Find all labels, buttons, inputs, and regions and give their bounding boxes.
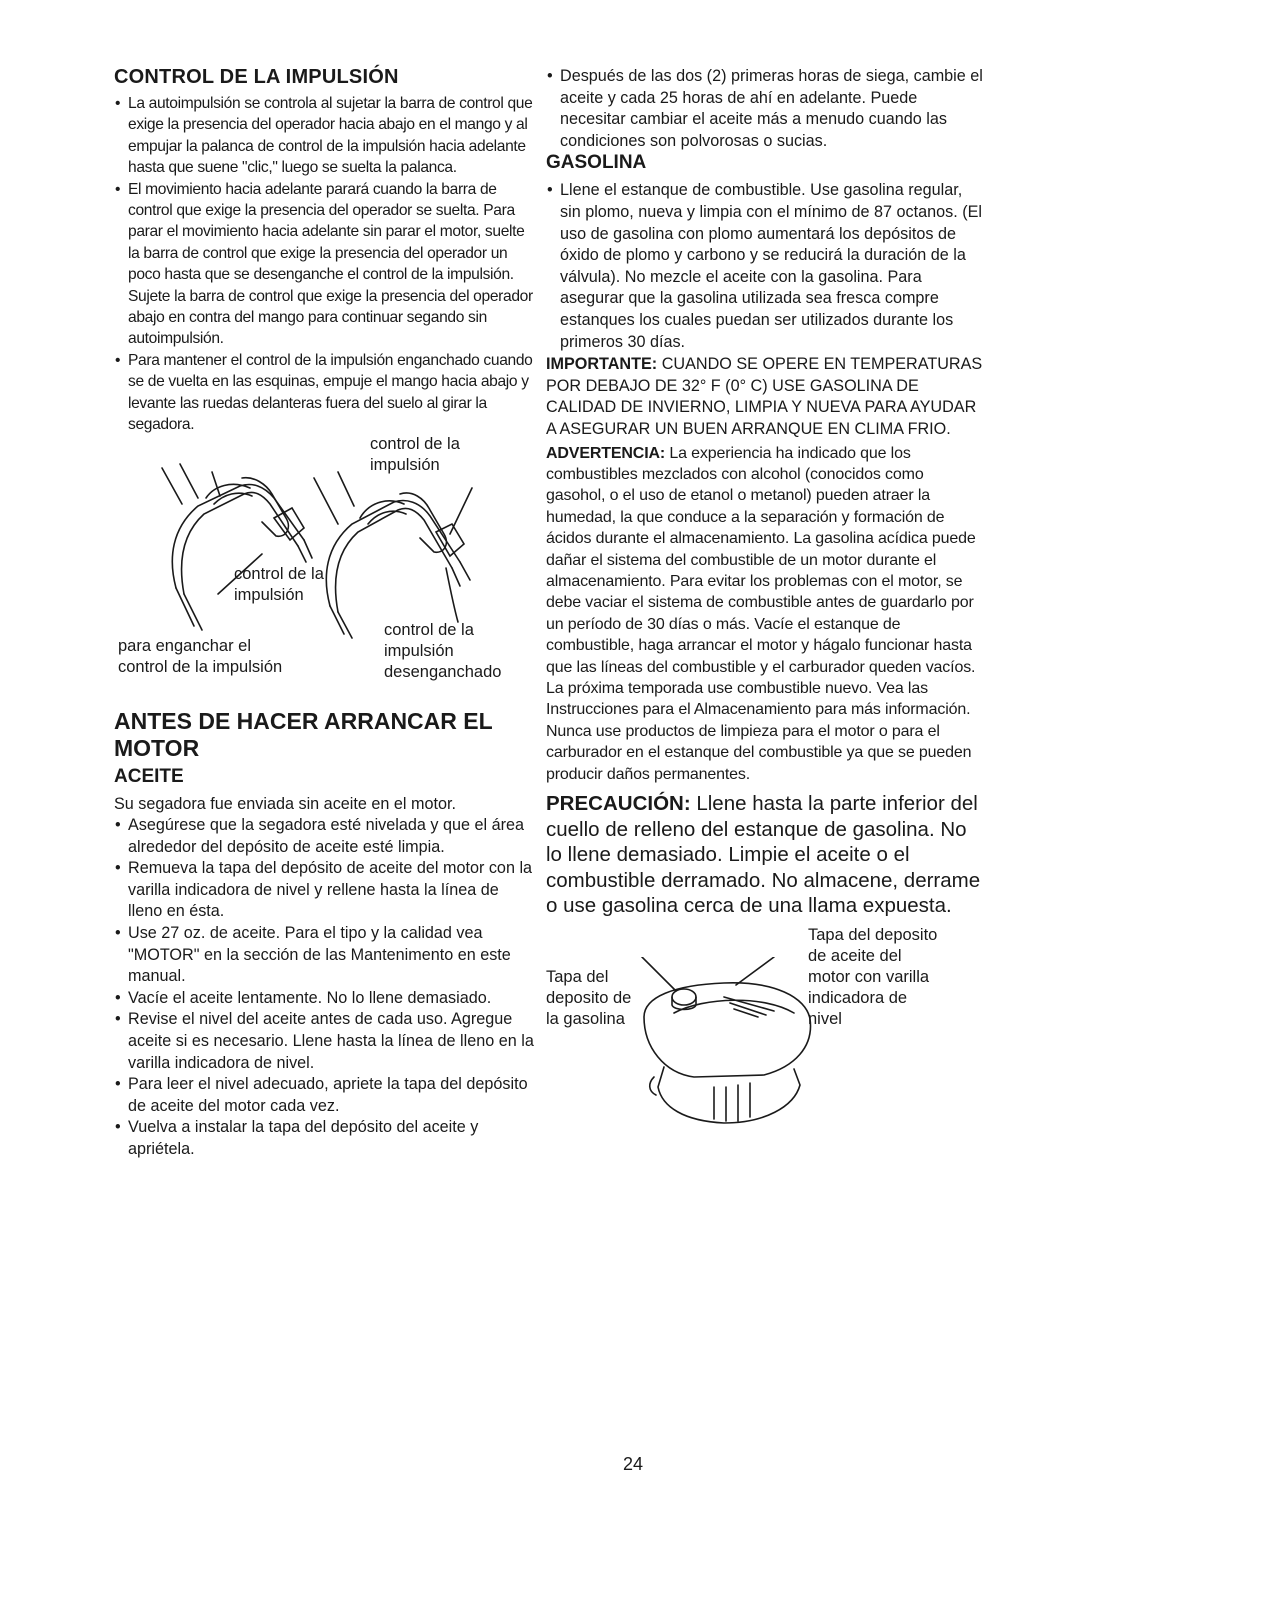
importante-label: IMPORTANTE: bbox=[546, 355, 658, 374]
engine-label-left: Tapa del deposito de la gasolina bbox=[546, 967, 632, 1028]
aceite-list bbox=[114, 815, 534, 1161]
impulsion-list bbox=[114, 93, 534, 436]
precaucion-label: PRECAUCIÓN: bbox=[546, 792, 691, 815]
figure-label-mid: control de la impulsión bbox=[234, 564, 324, 604]
gasolina-list bbox=[546, 180, 986, 353]
precaucion-text: Llene hasta la parte inferior del cuello de relleno del estanque de gasolina. No lo llene demasiado. Limpie el aceite o el combustible derramado. No almacene, derrame o use gasolina cerca de una llama expuesta. bbox=[546, 792, 981, 917]
aceite-bullet-3: • Use 27 oz. de aceite. Para el tipo y la calidad vea "MOTOR" en la sección de las Mantenimento en este manual. bbox=[114, 923, 534, 988]
impulsion-heading: CONTROL DE LA IMPULSIÓN bbox=[114, 66, 399, 88]
engine-figure bbox=[546, 927, 986, 1147]
figure-label-top: control de la impulsión bbox=[370, 434, 460, 474]
importante-text: CUANDO SE OPERE EN TEMPERATURAS POR DEBAJO DE 32° F (0° C) USE GASOLINA DE CALIDAD DE INVIERNO, LIMPIA Y NUEVA PARA AYUDAR A ASEGURAR UN BUEN ARRANQUE EN CLIMA FRIO. bbox=[546, 355, 983, 438]
aceite-bullet-5: • Revise el nivel del aceite antes de cada uso. Agregue aceite si es necesario. Llene hasta la línea de lleno en la varilla indicadora de nivel. bbox=[114, 1009, 534, 1074]
advertencia-text: La experiencia ha indicado que los combustibles mezclados con alcohol (conocidos como gasohol, o el uso de etanol o metanol) pueden atraer la humedad, la que conduce a la separación y formación de ácidos durante el almacenamiento. La gasolina acídica puede dañar el sistema del combustible de un motor durante el almacenamiento. Para evitar los problemas con el motor, se debe vaciar el sistema de combustible antes de guardarlo por un período de 30 días o más. Vacíe el estanque de combustible, haga arrancar el motor y hágalo funcionar hasta que las líneas del combustible y el carburador queden vacíos. La próxima temporada use combustible nuevo. Vea las Instrucciones para el Almacenamiento para más información. Nunca use productos de limpieza para el motor o para el carburador en el estanque del combustible ya que se pueden producir daños permanentes. bbox=[546, 444, 976, 783]
aceite-bullet-6: • Para leer el nivel adecuado, apriete la tapa del depósito de aceite del motor cada vez. bbox=[114, 1074, 534, 1117]
gasolina-bullet: • Llene el estanque de combustible. Use gasolina regular, sin plomo, nueva y limpia con el mínimo de 87 octanos. (El uso de gasolina con plomo aumentará los depósitos de óxido de plomo y carbono y se reducirá la duración de la válvula). No mezcle el aceite con la gasolina. Para asegurar que la gasolina utilizada sea fresca compre estanques los cuales puedan ser utilizados durante los primeros 30 días. bbox=[546, 180, 986, 353]
handle-figure bbox=[114, 436, 534, 708]
left-column bbox=[114, 66, 534, 1161]
advertencia-note bbox=[546, 443, 986, 786]
aceite-bullet-7: • Vuelva a instalar la tapa del depósito del aceite y apriétela. bbox=[114, 1117, 534, 1160]
engine-illustration bbox=[634, 957, 824, 1147]
impulsion-bullet-2: • El movimiento hacia adelante parará cuando la barra de control que exige la presencia del operador se suelta. Para parar el movimiento hacia adelante sin parar el motor, suelte la barra de control que exige la presencia del operador un poco hasta que se desenganche el control de la impulsión. Sujete la barra de control que exige la presencia del operador abajo en contra del mango para continuar segando sin autoimpulsión. bbox=[114, 179, 534, 350]
figure-caption-right: control de la impulsión desenganchado bbox=[384, 620, 502, 681]
oil-change-bullet: • Después de las dos (2) primeras horas de siega, cambie el aceite y cada 25 horas de ahí en adelante. Puede necesitar cambiar el aceite más a menudo cuando las condiciones son polvorosas o sucias. bbox=[546, 66, 986, 152]
aceite-heading: ACEITE bbox=[114, 765, 184, 787]
figure-caption-left: para enganchar el control de la impulsión bbox=[118, 636, 283, 676]
gasolina-heading: GASOLINA bbox=[546, 152, 647, 174]
oil-change-list bbox=[546, 66, 986, 152]
right-column bbox=[546, 66, 986, 1147]
aceite-intro: Su segadora fue enviada sin aceite en el motor. bbox=[114, 794, 456, 813]
aceite-bullet-1: • Asegúrese que la segadora esté nivelada y que el área alrededor del depósito de aceite esté limpia. bbox=[114, 815, 534, 858]
importante-note bbox=[546, 354, 986, 440]
impulsion-bullet-1: • La autoimpulsión se controla al sujetar la barra de control que exige la presencia del operador hacia abajo en el mango y al empujar la palanca de control de la impulsión hacia adelante hasta que suene "clic," luego se suelta la palanca. bbox=[114, 93, 534, 179]
engine-label-right: Tapa del deposito de aceite del motor con varilla indicadora de nivel bbox=[808, 925, 938, 1028]
aceite-bullet-2: • Remueva la tapa del depósito de aceite del motor con la varilla indicadora de nivel y rellene hasta la línea de lleno en ésta. bbox=[114, 858, 534, 923]
precaucion-note bbox=[546, 791, 986, 919]
impulsion-bullet-3: • Para mantener el control de la impulsión enganchado cuando se de vuelta en las esquinas, empuje el mango hacia abajo y levante las ruedas delanteras fuera del suelo al girar la segadora. bbox=[114, 350, 534, 436]
aceite-bullet-4: • Vacíe el aceite lentamente. No lo llene demasiado. bbox=[114, 988, 534, 1010]
antes-heading: ANTES DE HACER ARRANCAR EL MOTOR bbox=[114, 707, 493, 761]
page-number: 24 bbox=[622, 1454, 644, 1474]
advertencia-label: ADVERTENCIA: bbox=[546, 444, 666, 462]
